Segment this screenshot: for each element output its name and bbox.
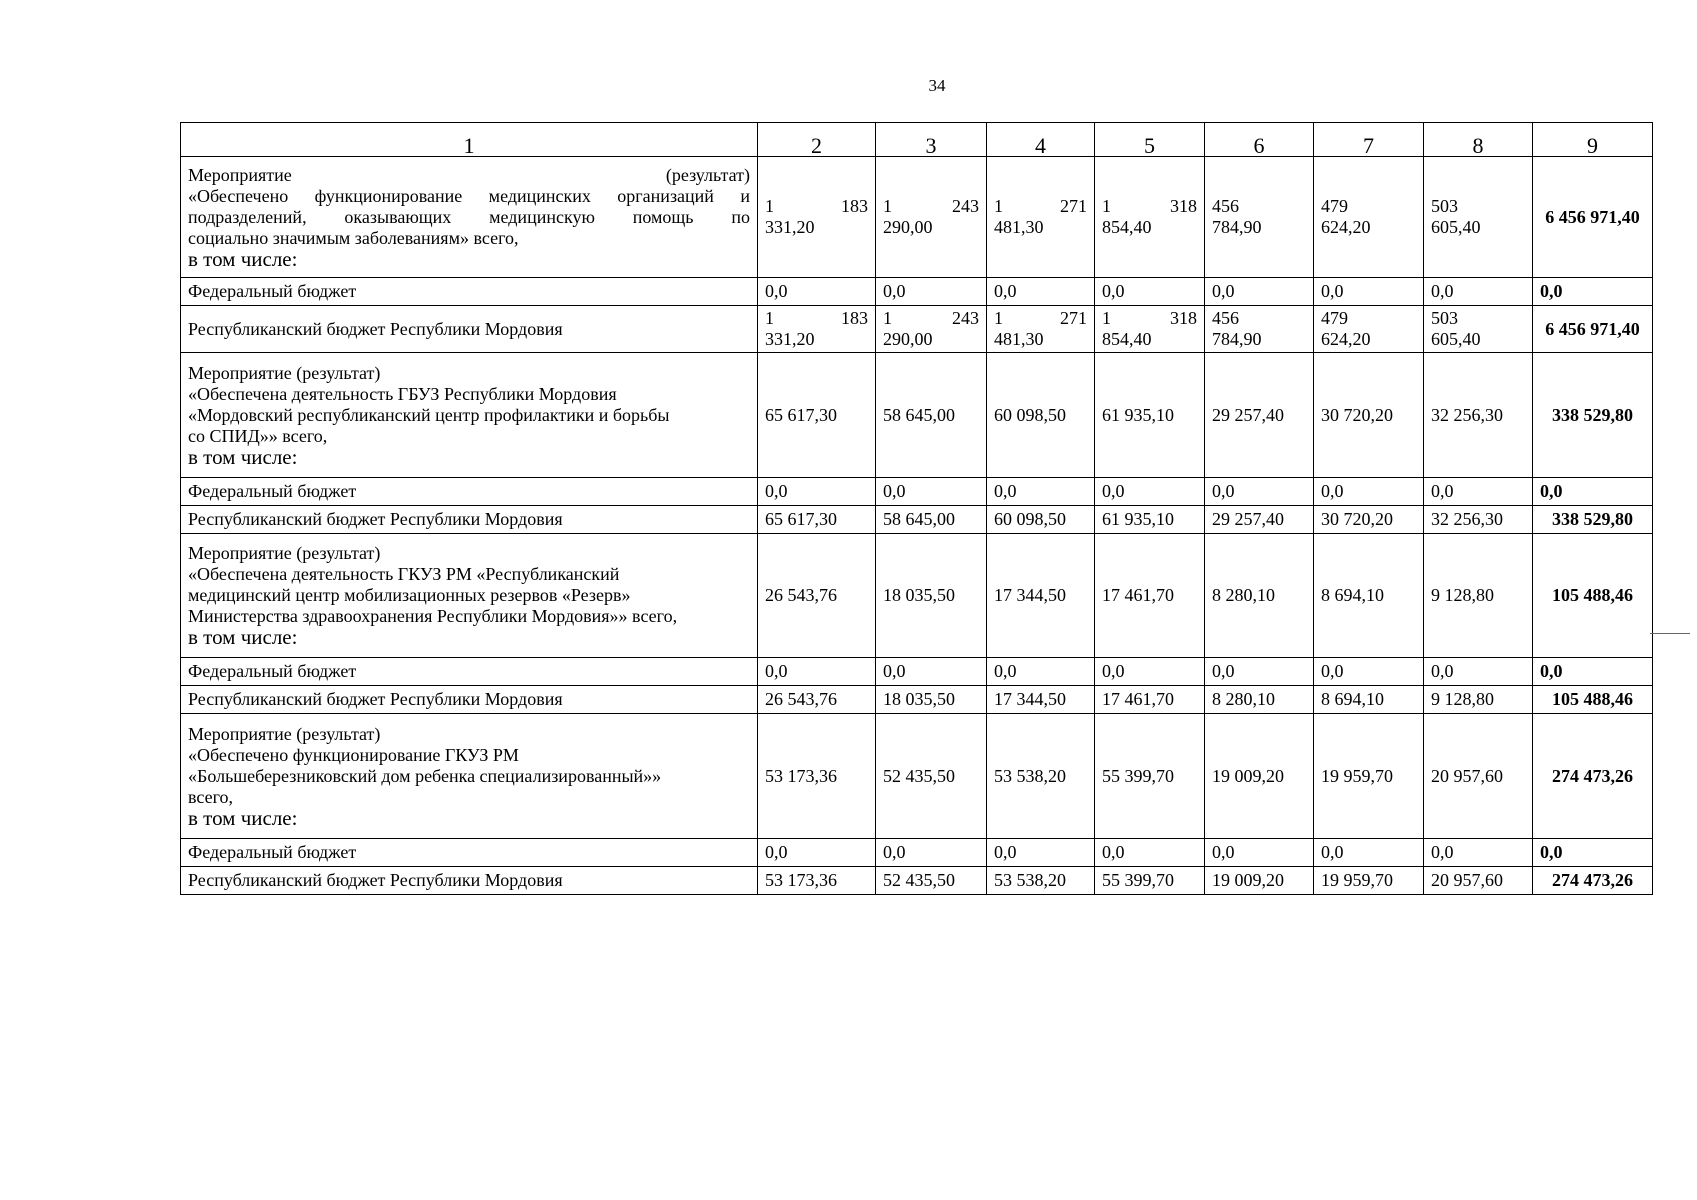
value-part: 624,20	[1321, 329, 1371, 349]
budget-source-label: Республиканский бюджет Республики Мордовия	[181, 867, 758, 895]
budget-source-label: Республиканский бюджет Республики Мордовия	[181, 306, 758, 353]
value-cell: 0,0	[1424, 839, 1533, 867]
total-cell: 338 529,80	[1533, 353, 1653, 478]
value-cell: 58 645,00	[876, 506, 987, 534]
measure-description	[181, 157, 758, 278]
title-line: Мероприятие (результат)	[188, 543, 381, 563]
value-cell	[1424, 157, 1533, 278]
margin-mark	[1650, 633, 1690, 634]
value-cell: 0,0	[758, 478, 876, 506]
title-line: «Большеберезниковский дом ребенка специализированный»»	[188, 765, 662, 786]
value-part: 481,30	[994, 329, 1044, 349]
republic-budget-row	[181, 306, 1653, 353]
value-part: 456	[1212, 196, 1239, 216]
budget-source-label: Федеральный бюджет	[181, 278, 758, 306]
value-part: 503	[1431, 308, 1458, 328]
budget-table	[180, 122, 1653, 895]
measure-row	[181, 714, 1653, 839]
measure-row	[181, 157, 1653, 278]
total-cell: 6 456 971,40	[1533, 157, 1653, 278]
total-cell: 6 456 971,40	[1533, 306, 1653, 353]
total-cell: 0,0	[1533, 278, 1653, 306]
budget-source-label: Федеральный бюджет	[181, 478, 758, 506]
republic-budget-row	[181, 506, 1653, 534]
value-part: 1	[765, 308, 774, 328]
value-part: 624,20	[1321, 217, 1371, 237]
value-part: 318	[1170, 196, 1197, 216]
header-cell: 2	[758, 123, 876, 157]
value-cell	[987, 306, 1095, 353]
value-cell: 32 256,30	[1424, 353, 1533, 478]
value-part: 503	[1431, 196, 1458, 216]
page-number: 34	[928, 76, 946, 95]
value-cell: 29 257,40	[1205, 353, 1314, 478]
budget-source-label: Республиканский бюджет Республики Мордовия	[181, 506, 758, 534]
value-cell: 19 959,70	[1314, 714, 1424, 839]
value-cell: 17 344,50	[987, 534, 1095, 658]
value-cell: 0,0	[1314, 839, 1424, 867]
value-cell: 0,0	[876, 839, 987, 867]
value-cell	[1205, 157, 1314, 278]
value-cell: 0,0	[1205, 839, 1314, 867]
value-cell	[876, 157, 987, 278]
title-line: «Обеспечено функционирование медицинских организаций и	[188, 185, 750, 206]
value-cell: 0,0	[1095, 478, 1205, 506]
value-cell: 61 935,10	[1095, 353, 1205, 478]
title-line: «Обеспечено функционирование ГКУЗ РМ	[188, 744, 519, 765]
value-cell: 0,0	[987, 658, 1095, 686]
value-cell: 0,0	[987, 478, 1095, 506]
value-split	[765, 196, 868, 217]
value-part: 784,90	[1212, 217, 1262, 237]
header-cell: 8	[1424, 123, 1533, 157]
value-cell	[876, 306, 987, 353]
value-cell: 53 173,36	[758, 867, 876, 895]
title-line: медицинский центр мобилизационных резервов «Резерв»	[188, 585, 631, 605]
header-cell: 5	[1095, 123, 1205, 157]
value-cell: 0,0	[1205, 478, 1314, 506]
title-line: в том числе:	[188, 246, 298, 271]
value-split	[1321, 308, 1416, 329]
value-split	[1102, 196, 1197, 217]
title-line: «Обеспечена деятельность ГКУЗ РМ «Республиканский	[188, 564, 620, 584]
title-line: в том числе:	[188, 444, 298, 469]
value-cell: 0,0	[758, 278, 876, 306]
title-line: в том числе:	[188, 805, 298, 830]
value-cell: 0,0	[987, 278, 1095, 306]
title-line: социально значимым заболеваниям» всего,	[188, 227, 519, 248]
value-cell: 52 435,50	[876, 714, 987, 839]
title-line	[188, 165, 750, 186]
value-cell: 20 957,60	[1424, 714, 1533, 839]
value-cell: 0,0	[987, 839, 1095, 867]
value-cell	[1314, 306, 1424, 353]
title-line: в том числе:	[188, 625, 298, 649]
value-cell: 9 128,80	[1424, 686, 1533, 714]
federal-budget-row	[181, 278, 1653, 306]
value-cell: 55 399,70	[1095, 867, 1205, 895]
value-cell: 0,0	[1314, 658, 1424, 686]
value-cell	[1424, 306, 1533, 353]
value-cell: 0,0	[1424, 658, 1533, 686]
value-cell	[758, 157, 876, 278]
measure-description	[181, 353, 758, 478]
value-cell: 19 009,20	[1205, 867, 1314, 895]
federal-budget-row	[181, 658, 1653, 686]
value-cell: 55 399,70	[1095, 714, 1205, 839]
value-part: 854,40	[1102, 217, 1152, 237]
title-line: всего,	[188, 786, 234, 807]
value-part: 854,40	[1102, 329, 1152, 349]
title-line: «Обеспечена деятельность ГБУЗ Республики Мордовия	[188, 383, 617, 404]
value-part: 1	[765, 196, 774, 216]
measure-row	[181, 353, 1653, 478]
total-cell: 274 473,26	[1533, 714, 1653, 839]
value-cell: 65 617,30	[758, 506, 876, 534]
value-cell: 19 959,70	[1314, 867, 1424, 895]
value-cell: 17 461,70	[1095, 686, 1205, 714]
value-cell: 32 256,30	[1424, 506, 1533, 534]
title-line: Мероприятие (результат)	[188, 362, 381, 383]
republic-budget-row	[181, 867, 1653, 895]
value-part: 456	[1212, 308, 1239, 328]
value-part: 331,20	[765, 329, 815, 349]
value-cell: 60 098,50	[987, 506, 1095, 534]
value-cell: 29 257,40	[1205, 506, 1314, 534]
total-cell: 0,0	[1533, 478, 1653, 506]
value-cell: 20 957,60	[1424, 867, 1533, 895]
value-cell	[987, 157, 1095, 278]
republic-budget-row	[181, 686, 1653, 714]
value-cell: 53 538,20	[987, 714, 1095, 839]
total-cell: 105 488,46	[1533, 534, 1653, 658]
header-cell: 7	[1314, 123, 1424, 157]
title-part: Мероприятие	[188, 164, 292, 185]
value-cell: 17 461,70	[1095, 534, 1205, 658]
federal-budget-row	[181, 478, 1653, 506]
header-cell: 1	[181, 123, 758, 157]
measure-row	[181, 534, 1653, 658]
value-cell: 18 035,50	[876, 686, 987, 714]
header-cell: 6	[1205, 123, 1314, 157]
value-part: 605,40	[1431, 329, 1481, 349]
value-cell: 18 035,50	[876, 534, 987, 658]
value-cell: 0,0	[1424, 278, 1533, 306]
value-cell: 0,0	[876, 478, 987, 506]
value-split	[1212, 196, 1306, 217]
value-part: 183	[841, 196, 868, 216]
value-cell: 0,0	[1095, 658, 1205, 686]
value-cell	[1205, 306, 1314, 353]
title-line: со СПИД»» всего,	[188, 425, 328, 446]
value-split	[765, 308, 868, 329]
value-cell: 0,0	[1424, 478, 1533, 506]
value-cell: 0,0	[876, 658, 987, 686]
title-line: Министерства здравоохранения Республики Мордовия»» всего,	[188, 606, 678, 626]
budget-source-label: Республиканский бюджет Республики Мордовия	[181, 686, 758, 714]
value-part: 290,00	[883, 329, 933, 349]
value-part: 1	[883, 196, 892, 216]
budget-source-label: Федеральный бюджет	[181, 658, 758, 686]
value-part: 1	[883, 308, 892, 328]
table-body	[181, 123, 1653, 895]
total-cell: 274 473,26	[1533, 867, 1653, 895]
value-cell: 0,0	[1205, 658, 1314, 686]
value-cell	[1314, 157, 1424, 278]
measure-description	[181, 714, 758, 839]
value-part: 271	[1060, 196, 1087, 216]
header-row	[181, 123, 1653, 157]
value-part: 605,40	[1431, 217, 1481, 237]
value-part: 271	[1060, 308, 1087, 328]
value-cell: 60 098,50	[987, 353, 1095, 478]
measure-description	[181, 534, 758, 658]
value-cell: 0,0	[758, 839, 876, 867]
value-cell: 30 720,20	[1314, 506, 1424, 534]
value-split	[1321, 196, 1416, 217]
value-cell: 26 543,76	[758, 534, 876, 658]
value-cell: 9 128,80	[1424, 534, 1533, 658]
title-line: Мероприятие (результат)	[188, 723, 381, 744]
header-cell: 9	[1533, 123, 1653, 157]
value-split	[883, 196, 979, 217]
value-cell: 8 280,10	[1205, 534, 1314, 658]
value-cell: 0,0	[758, 658, 876, 686]
value-part: 1	[1102, 308, 1111, 328]
value-cell: 8 280,10	[1205, 686, 1314, 714]
value-split	[1431, 196, 1525, 217]
value-part: 1	[1102, 196, 1111, 216]
value-part: 243	[952, 308, 979, 328]
value-cell: 8 694,10	[1314, 534, 1424, 658]
value-part: 183	[841, 308, 868, 328]
value-split	[994, 308, 1087, 329]
value-part: 318	[1170, 308, 1197, 328]
value-cell: 0,0	[1095, 278, 1205, 306]
header-cell: 4	[987, 123, 1095, 157]
value-part: 481,30	[994, 217, 1044, 237]
value-split	[1431, 308, 1525, 329]
value-cell	[1095, 157, 1205, 278]
value-part: 1	[994, 308, 1003, 328]
budget-source-label: Федеральный бюджет	[181, 839, 758, 867]
value-split	[883, 308, 979, 329]
value-cell: 53 173,36	[758, 714, 876, 839]
value-part: 290,00	[883, 217, 933, 237]
value-split	[994, 196, 1087, 217]
value-cell: 0,0	[1314, 478, 1424, 506]
header-cell: 3	[876, 123, 987, 157]
value-cell: 0,0	[876, 278, 987, 306]
value-cell: 8 694,10	[1314, 686, 1424, 714]
value-cell: 53 538,20	[987, 867, 1095, 895]
value-cell: 19 009,20	[1205, 714, 1314, 839]
value-cell: 26 543,76	[758, 686, 876, 714]
value-cell: 58 645,00	[876, 353, 987, 478]
value-part: 331,20	[765, 217, 815, 237]
value-cell	[1095, 306, 1205, 353]
value-split	[1212, 308, 1306, 329]
value-part: 784,90	[1212, 329, 1262, 349]
total-cell: 0,0	[1533, 658, 1653, 686]
value-cell: 30 720,20	[1314, 353, 1424, 478]
federal-budget-row	[181, 839, 1653, 867]
title-line: подразделений, оказывающих медицинскую помощь по	[188, 206, 750, 227]
total-cell: 105 488,46	[1533, 686, 1653, 714]
value-cell: 61 935,10	[1095, 506, 1205, 534]
value-cell: 65 617,30	[758, 353, 876, 478]
value-cell: 52 435,50	[876, 867, 987, 895]
value-part: 1	[994, 196, 1003, 216]
total-cell: 0,0	[1533, 839, 1653, 867]
title-line: «Мордовский республиканский центр профилактики и борьбы	[188, 404, 670, 425]
value-cell: 0,0	[1095, 839, 1205, 867]
value-part: 479	[1321, 196, 1348, 216]
value-cell: 17 344,50	[987, 686, 1095, 714]
title-part: (результат)	[665, 164, 750, 185]
value-part: 243	[952, 196, 979, 216]
value-cell: 0,0	[1205, 278, 1314, 306]
value-part: 479	[1321, 308, 1348, 328]
value-split	[1102, 308, 1197, 329]
value-cell	[758, 306, 876, 353]
total-cell: 338 529,80	[1533, 506, 1653, 534]
value-cell: 0,0	[1314, 278, 1424, 306]
